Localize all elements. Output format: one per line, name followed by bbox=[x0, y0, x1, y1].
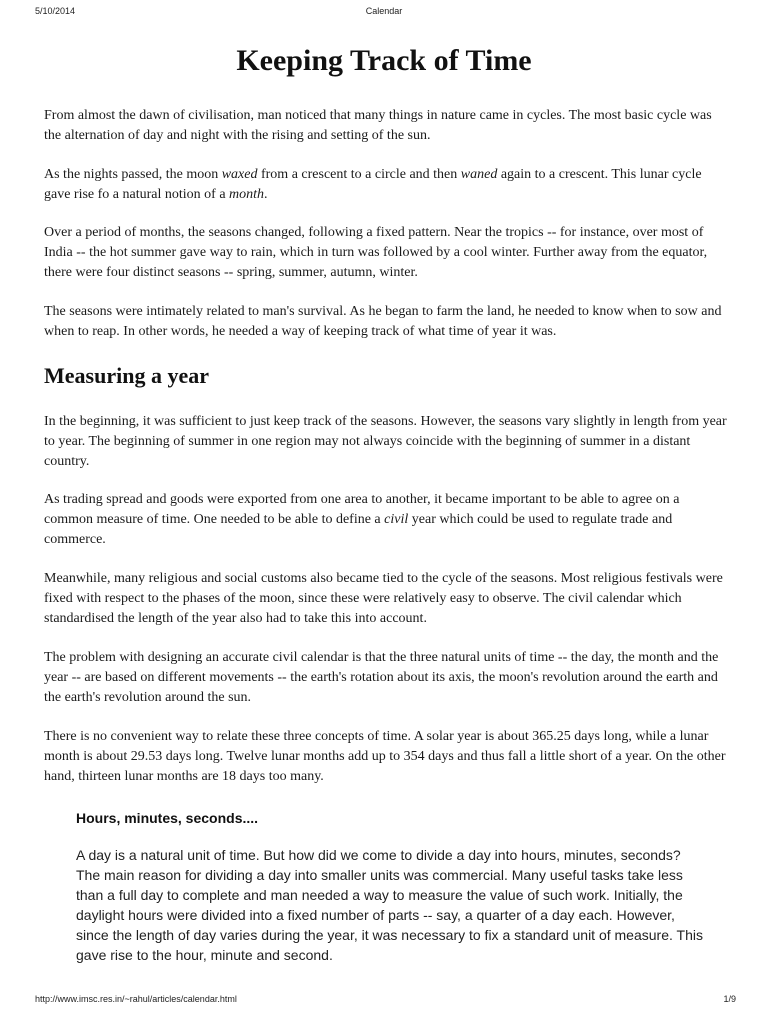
sidebar-text: A day is a natural unit of time. But how did we come to divide a day into hours, minutes, seconds? The main reason for dividing a day into smaller units was commercial. Many useful tasks take less than a full day to complete and man needed a way to measure the value of such work. Initially, the daylight hours were divided into a fixed number of parts -- say, a quarter of a day each. However, since the length of day varies during the year, it was necessary to fix a standard unit of measure. This gave rise to the hour, minute and second. bbox=[76, 847, 703, 963]
section-paragraph-5: There is no convenient way to relate these three concepts of time. A solar year is about 365.25 days long, while a lunar month is about 29.53 days long. Twelve lunar months add up to 354 days and thus fall a little short of a year. On the other hand, thirteen lunar months are 18 days too many. bbox=[44, 729, 726, 784]
sidebar-title: Hours, minutes, seconds.... bbox=[76, 810, 259, 826]
intro-paragraph-1: From almost the dawn of civilisation, man noticed that many things in nature came in cycles. The most basic cycle was the alternation of day and night with the rising and setting of the sun. bbox=[44, 108, 712, 143]
print-page-title: Calendar bbox=[365, 6, 403, 16]
section-paragraph-1: In the beginning, it was sufficient to just keep track of the seasons. However, the seasons vary slightly in length from year to year. The beginning of summer in one region may not always coincide with the beginning of summer in a distant country. bbox=[44, 414, 727, 469]
intro-paragraph-3: Over a period of months, the seasons changed, following a fixed pattern. Near the tropics -- for instance, over most of India -- the hot summer gave way to rain, which in turn was followed by a cool winter. Further away from the equator, there were four distinct seasons -- spring, summer, autumn, winter. bbox=[44, 225, 708, 280]
emphasis-civil: civil bbox=[384, 512, 409, 527]
section-paragraph-3: Meanwhile, many religious and social customs also became tied to the cycle of the seasons. Most religious festivals were fixed with respect to the phases of the moon, since these were relatively easy to observe. The civil calendar which standardised the length of the year also had to take this into account. bbox=[44, 571, 723, 626]
section-paragraph-4: The problem with designing an accurate civil calendar is that the three natural units of time -- the day, the month and the year -- are based on different movements -- the earth's rotation about its axis, the moon's revolution around the earth and the earth's revolution around the sun. bbox=[44, 650, 719, 705]
print-date: 5/10/2014 bbox=[35, 6, 76, 16]
intro-paragraph-4: The seasons were intimately related to man's survival. As he began to farm the land, he needed to know when to sow and when to reap. In other words, he needed a way of keeping track of what time of year it was. bbox=[44, 304, 722, 339]
emphasis-month: month bbox=[229, 187, 265, 202]
emphasis-waxed: waxed bbox=[221, 167, 258, 182]
section-heading: Measuring a year bbox=[44, 363, 209, 388]
emphasis-waned: waned bbox=[460, 167, 498, 182]
section-paragraph-2: As trading spread and goods were exported from one area to another, it became important to be able to agree on a common measure of time. One needed to be able to define a civil year which could be used to regulate trade and commerce. bbox=[44, 492, 680, 547]
page-title: Keeping Track of Time bbox=[236, 44, 532, 77]
source-url: http://www.imsc.res.in/~rahul/articles/calendar.html bbox=[35, 994, 237, 1004]
page-number: 1/9 bbox=[723, 994, 736, 1004]
intro-paragraph-2: As the nights passed, the moon waxed from a crescent to a circle and then waned again to a crescent. This lunar cycle gave rise fo a natural notion of a month. bbox=[44, 167, 702, 202]
